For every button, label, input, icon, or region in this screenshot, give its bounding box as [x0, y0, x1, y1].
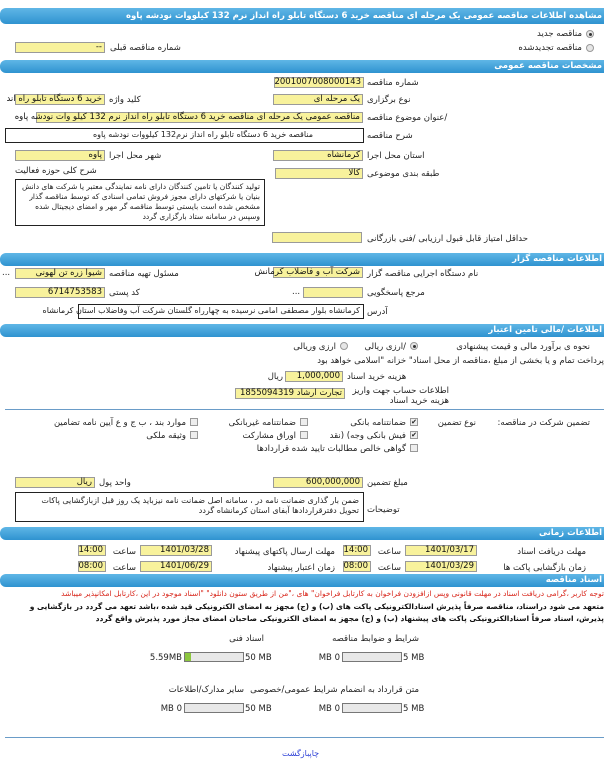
- footer-links: [282, 749, 319, 758]
- account-field[interactable]: تجارت ارشاد 1855094319: [235, 388, 345, 399]
- category-field[interactable]: کالا: [275, 168, 363, 179]
- bonds-label: اوراق مشارکت: [242, 431, 296, 441]
- section-general: مشخصات مناقصه عمومی: [0, 60, 604, 73]
- prev-number-field[interactable]: --: [15, 42, 105, 53]
- file-max-technical: 50 MB: [245, 653, 272, 663]
- section-finance: اطلاعات /مالی تامین اعتبار: [0, 324, 604, 337]
- time-label: ساعت: [112, 547, 136, 557]
- guarantee-type-label: نوع تضمین: [437, 418, 476, 428]
- regulation-items-label: موارد بند ، ب ج و ع آیین نامه تضامین: [53, 418, 186, 428]
- bank-receipt-label: فیش بانکی وجه) (نقد: [329, 431, 406, 441]
- reference-label: مرجع پاسخگویی: [367, 288, 425, 298]
- section-documents: اسناد مناقصه: [0, 574, 604, 587]
- subject-field[interactable]: مناقصه عمومی یک مرحله ای مناقصه خرید 6 دستگاه تابلو راه انداز نرم 132 کیلو وات نودشه پاوه: [36, 112, 363, 123]
- reference-field[interactable]: [303, 287, 363, 298]
- renewed-tender-label: مناقصه تجدیدشده: [518, 43, 582, 53]
- validity-time[interactable]: 08:00: [78, 561, 106, 572]
- file-progress-terms: [342, 652, 402, 662]
- doc-fee-field[interactable]: 1,000,000: [285, 371, 343, 382]
- file-label-terms: شرایط و ضوابط مناقصه: [332, 634, 419, 644]
- renewed-tender-radio[interactable]: [586, 44, 594, 52]
- address-box: کرمانشاه بلوار مصطفی امامی نرسیده به چهارراه گلستان شرکت آب وفاضلاب استان کرمانشاه: [78, 304, 364, 319]
- subject-label: /عنوان موضوع مناقصه: [367, 113, 448, 123]
- postal-code-field[interactable]: 6714753583: [15, 287, 105, 298]
- documents-note-2: پذیرش، اسناد صرفاً اسنادالکترونیکی پاکت های پیشنهاد (ب) و (ج) مجهز به امضای الکترونیکی صاحبان امضای مجاز مورد پذیرش واقع گردد: [95, 614, 604, 623]
- section-organizer: اطلاعات مناقصه گزار: [0, 253, 604, 266]
- nonbank-guarantee-label: ضمانتنامه غیربانکی: [228, 418, 296, 428]
- file-max-terms: 5 MB: [403, 653, 425, 663]
- holding-type-label: نوع برگزاری: [367, 95, 411, 105]
- currency-field[interactable]: ریال: [15, 477, 95, 488]
- rial-radio[interactable]: [410, 342, 418, 350]
- file-max-other: 50 MB: [245, 704, 272, 714]
- footer-divider: [5, 737, 604, 738]
- validity-date[interactable]: 1401/06/29: [140, 561, 212, 572]
- file-used-terms: 0 MB: [318, 653, 340, 663]
- file-used-contract: 0 MB: [318, 704, 340, 714]
- currency-label: واحد پول: [99, 478, 131, 488]
- file-progress-contract: [342, 703, 402, 713]
- org-name-label: نام دستگاه اجرایی مناقصه گزار: [367, 269, 479, 279]
- account-label: اطلاعات حساب جهت واریز هزینه خرید اسناد: [352, 386, 449, 406]
- time-label: ساعت: [377, 547, 401, 557]
- min-score-field[interactable]: [272, 232, 362, 243]
- currency-rial-radio[interactable]: [340, 342, 348, 350]
- description-label: شرح مناقصه: [367, 131, 413, 141]
- province-label: استان محل اجرا: [367, 151, 425, 161]
- description-box: مناقصه خرید 6 دستگاه تابلو راه انداز نرم132 کیلووات نودشه پاوه: [5, 128, 364, 143]
- file-used-other: 0 MB: [160, 704, 182, 714]
- print-link[interactable]: چاپ: [309, 749, 320, 758]
- doc-deadline-time[interactable]: 14:00: [343, 545, 371, 556]
- opening-label: زمان بازگشایی پاکت ها: [503, 563, 586, 573]
- address-label: آدرس: [367, 307, 388, 317]
- city-field[interactable]: پاوه: [15, 150, 105, 161]
- file-progress-other: [184, 703, 244, 713]
- divider: [5, 409, 604, 410]
- doc-fee-unit: ریال: [267, 372, 283, 382]
- province-field[interactable]: کرمانشاه: [273, 150, 363, 161]
- currency-rial-label: ارزی وریالی: [293, 342, 336, 352]
- activity-box: تولید کنندگان یا تامین کنندگان دارای نامه نمایندگی معتبر یا شرکت های دانش بنیان یا شرکتهای دارای مجوز فروش تمامی اسنادی که توسط مناقصه گذار مشخص شده است بایستی توسط مناقصه گر مهر و امضای دیجیتال شده وسپس در سامانه ستاد بارگزاری گردد: [15, 179, 265, 226]
- receivables-label: گواهی خالص مطالبات تایید شده قراردادها: [256, 444, 406, 454]
- city-label: شهر محل اجرا: [109, 151, 162, 161]
- notes-box: ضمن بار گذاری ضمانت نامه در ، سامانه اصل ضمانت نامه نیزباید یک روز قبل ازبازگشایی پاکات تحویل دفترقراردادها آبفای استان کرمانشاه گردد: [15, 492, 364, 522]
- bank-receipt-checkbox[interactable]: ✔: [411, 431, 417, 439]
- holding-type-field[interactable]: یک مرحله ای: [273, 94, 363, 105]
- opening-date[interactable]: 1401/03/29: [405, 561, 477, 572]
- doc-deadline-label: مهلت دریافت اسناد: [517, 547, 586, 557]
- responsible-field[interactable]: شیوا زره تن لهونی: [15, 268, 105, 279]
- file-used-technical: 5.59MB: [149, 653, 182, 663]
- submit-deadline-time[interactable]: 14:00: [78, 545, 106, 556]
- payment-note: پرداخت تمام و یا بخشی از مبلغ ،مناقصه از محل اسناد" خزانه "اسلامی خواهد بود: [317, 356, 604, 366]
- keyword-label: کلید واژه: [109, 95, 141, 105]
- org-name-field[interactable]: شرکت آب و فاضلاب کرمانش: [273, 267, 363, 278]
- category-label: طبقه بندی موضوعی: [367, 169, 440, 179]
- submit-deadline-label: مهلت ارسال پاکتهای پیشنهاد: [234, 547, 335, 557]
- time-label: ساعت: [377, 563, 401, 573]
- guarantee-amount-field[interactable]: 600,000,000: [273, 477, 363, 488]
- bank-guarantee-checkbox[interactable]: ✔: [411, 418, 417, 426]
- prev-number-label: شماره مناقصه قبلی: [110, 43, 181, 53]
- bank-guarantee-label: ضمانتنامه بانکی: [350, 418, 406, 428]
- reference-more-button[interactable]: ...: [292, 287, 301, 297]
- postal-code-label: کد پستی: [109, 288, 140, 298]
- min-score-label: حداقل امتیاز قابل قبول ارزیابی /فنی بازرگانی: [367, 234, 528, 244]
- keyword-field[interactable]: خرید 6 دستگاه تابلو راه اند: [15, 94, 105, 105]
- file-max-contract: 5 MB: [403, 704, 425, 714]
- rial-radio-label: /ارزی ریالی: [364, 342, 406, 352]
- validity-label: زمان اعتبار پیشنهاد: [267, 563, 335, 573]
- bonds-checkbox[interactable]: [300, 431, 308, 439]
- property-checkbox[interactable]: [190, 431, 198, 439]
- page-title: مشاهده اطلاعات مناقصه عمومی یک مرحله ای مناقصه خرید 6 دستگاه تابلو راه انداز نرم 132 کیلووات نودشه پاوه: [0, 8, 604, 24]
- responsible-more-button[interactable]: ...: [2, 268, 11, 278]
- file-label-contract: متن قرارداد به انضمام شرایط عمومی/خصوصی: [250, 685, 419, 695]
- section-timing: اطلاعات زمانی: [0, 527, 604, 540]
- new-tender-label: مناقصه جدید: [537, 29, 582, 39]
- tender-number-label: شماره مناقصه: [367, 78, 419, 88]
- file-label-other: سایر مدارک/اطلاعات: [168, 685, 244, 695]
- submit-deadline-date[interactable]: 1401/03/28: [140, 545, 212, 556]
- guarantee-label: تضمین شرکت در مناقصه:: [497, 418, 590, 428]
- file-label-technical: اسناد فنی: [229, 634, 264, 644]
- back-link[interactable]: بازگشت: [282, 749, 310, 758]
- tender-number-field[interactable]: 2001007008000143: [274, 77, 364, 88]
- notes-label: توضیحات: [367, 505, 400, 515]
- guarantee-amount-label: مبلغ تضمین: [367, 478, 408, 488]
- progress-fill: [185, 653, 191, 661]
- opening-time[interactable]: 08:00: [343, 561, 371, 572]
- documents-note-1: متعهد می شود دراسناد، مناقصه صرفاً پذیرش اسنادالکترونیکی پاکت های (ب) و (ج) مجهز به امضای الکترونیکی قید شده ،باشد تعهد می گردد در بازگشایی و: [29, 602, 604, 611]
- responsible-label: مسئول تهیه مناقصه: [109, 269, 179, 279]
- estimate-label: نحوه ی برآورد مالی و قیمت پیشنهادی: [456, 342, 590, 352]
- activity-label: شرح کلی حوزه فعالیت: [15, 166, 97, 176]
- property-label: وثیقه ملکی: [146, 431, 186, 441]
- doc-deadline-date[interactable]: 1401/03/17: [405, 545, 477, 556]
- nonbank-guarantee-checkbox[interactable]: [300, 418, 308, 426]
- regulation-items-checkbox[interactable]: [190, 418, 198, 426]
- time-label: ساعت: [112, 563, 136, 573]
- receivables-checkbox[interactable]: [410, 444, 418, 452]
- documents-warning: توجه کاربر ،گرامی دریافت اسناد در مهلت قانونی وپس ازافزودن فراخوان به کارتابل فراخوان" های ،"من از طریق ستون دانلود" "اسناد موجود در این ،کارتابل امکانپذیر میباشد: [61, 589, 604, 598]
- new-tender-radio[interactable]: [586, 30, 594, 38]
- file-progress-technical: [184, 652, 244, 662]
- doc-fee-label: هزینه خرید اسناد: [347, 372, 407, 382]
